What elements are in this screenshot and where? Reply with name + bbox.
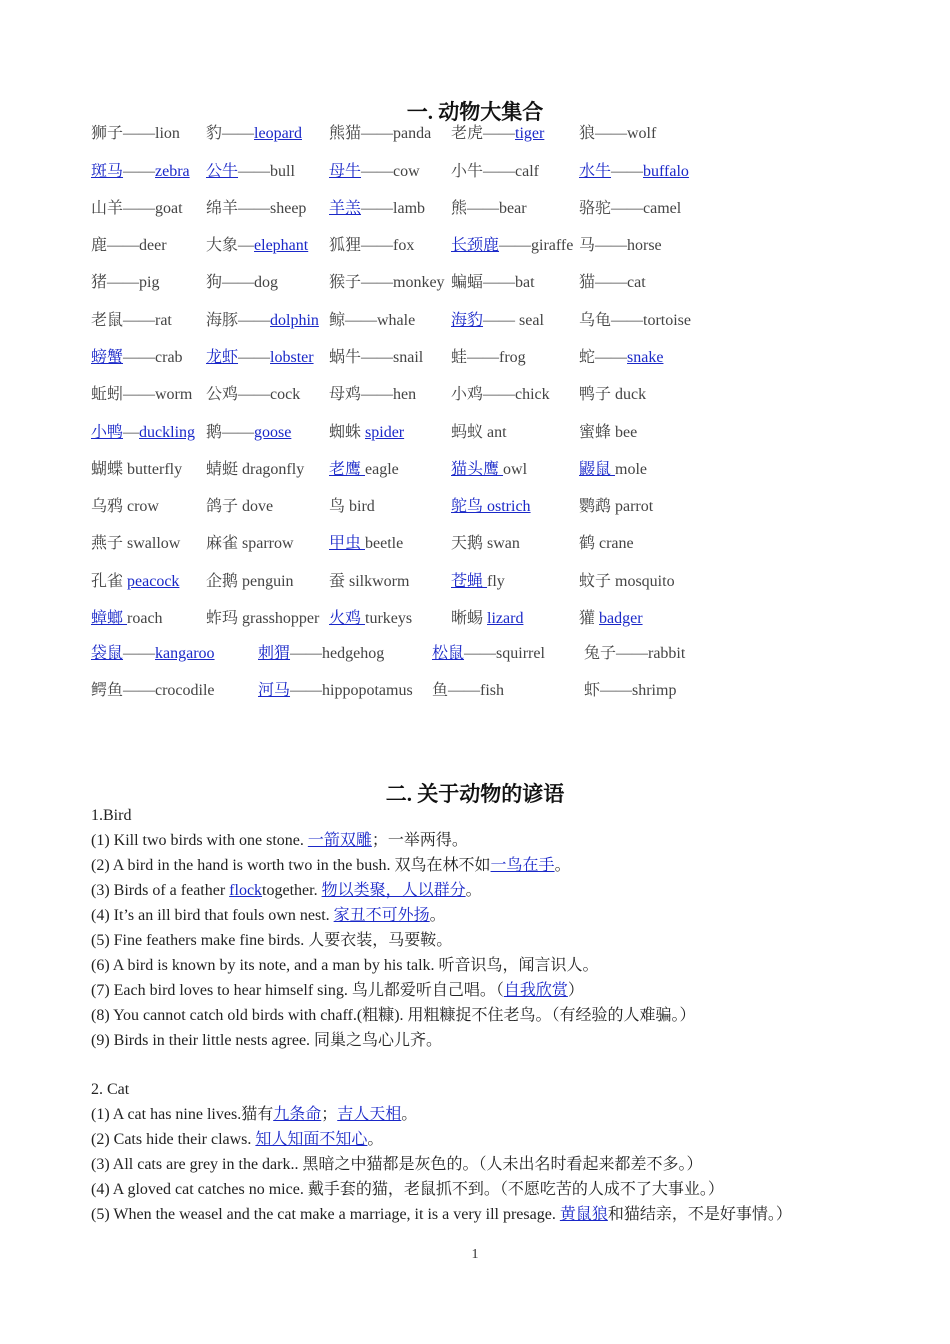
vocab-item [329, 309, 415, 333]
linked-term[interactable]: 蟑螂 [91, 610, 128, 627]
text-segment: 鹤 crane [579, 535, 634, 552]
linked-term[interactable]: 斑马 [91, 163, 124, 180]
linked-term[interactable]: flock [229, 882, 263, 899]
vocab-item [91, 532, 180, 556]
text-segment: 晰蜴 [451, 610, 488, 627]
idiom-line [91, 854, 571, 878]
text-segment: ——cow [361, 163, 420, 180]
text-segment: 蛇—— [579, 349, 628, 366]
vocab-item [329, 346, 423, 370]
text-segment: 狗——dog [206, 274, 279, 291]
idiom-line [91, 1103, 417, 1127]
text-segment: 鹅—— [206, 424, 255, 441]
linked-term[interactable]: spider [365, 424, 405, 441]
vocab-item [451, 570, 505, 594]
vocab-item [329, 495, 375, 519]
text-segment: ——squirrel [464, 645, 545, 662]
vocab-item [584, 642, 685, 666]
text-segment: 鸭子 duck [579, 386, 647, 403]
vocab-item [91, 679, 215, 703]
vocab-item [206, 607, 319, 631]
vocab-item [329, 160, 420, 184]
text-segment: roach [127, 610, 163, 627]
text-segment: 鲸——whale [329, 312, 416, 329]
linked-term[interactable]: 老鹰 [329, 461, 366, 478]
text-segment: ； [321, 1106, 338, 1123]
text-segment: —— [123, 645, 156, 662]
idiom-group-heading [91, 804, 131, 828]
linked-term[interactable]: 海豹 [451, 312, 484, 329]
text-segment: 鸽子 dove [206, 498, 274, 515]
text-segment: —— [611, 163, 644, 180]
text-segment: 蚊子 mosquito [579, 573, 675, 590]
linked-term[interactable]: 一鸟在手 [490, 857, 555, 874]
vocab-item [206, 383, 300, 407]
linked-term[interactable]: snake [627, 349, 664, 366]
text-segment: ——crab [123, 349, 183, 366]
vocab-item [206, 458, 304, 482]
text-segment: 蚱玛 grasshopper [206, 610, 320, 627]
text-segment: 老虎—— [451, 125, 516, 142]
vocab-item [91, 570, 179, 594]
text-segment: 鳄鱼——crocodile [91, 682, 215, 699]
linked-term[interactable]: elephant [254, 237, 309, 254]
text-segment: fly [487, 573, 505, 590]
text-segment: 马——horse [579, 237, 662, 254]
text-segment: (7) Each bird loves to hear himself sing. 鸟儿都爱听自己唱。（ [91, 982, 504, 999]
linked-term[interactable]: kangaroo [155, 645, 215, 662]
linked-term[interactable]: 母牛 [329, 163, 362, 180]
vocab-item [329, 607, 412, 631]
vocab-item [91, 458, 182, 482]
vocab-item [579, 532, 634, 556]
text-segment: 鱼——fish [432, 682, 505, 699]
text-segment: 虾——shrimp [584, 682, 677, 699]
text-segment: ——bull [238, 163, 295, 180]
linked-term[interactable]: 袋鼠 [91, 645, 124, 662]
linked-term[interactable]: duckling [139, 424, 196, 441]
linked-term[interactable]: badger [599, 610, 643, 627]
vocab-item [258, 679, 413, 703]
vocab-item [329, 197, 425, 221]
text-segment: together. [262, 882, 322, 899]
linked-term[interactable]: 吉人天相 [337, 1106, 402, 1123]
text-segment: 猫——cat [579, 274, 646, 291]
idiom-line [91, 1203, 792, 1227]
vocab-item [329, 532, 403, 556]
text-segment: 骆驼——camel [579, 200, 682, 217]
text-segment: 狐狸——fox [329, 237, 415, 254]
text-segment: beetle [365, 535, 404, 552]
linked-term[interactable]: 水牛 [579, 163, 612, 180]
text-segment: 2. Cat [91, 1081, 130, 1098]
vocab-item [329, 122, 431, 146]
text-segment: 兔子——rabbit [584, 645, 686, 662]
vocab-item [91, 197, 183, 221]
linked-term[interactable]: leopard [254, 125, 302, 142]
vocab-item [579, 197, 681, 221]
linked-term[interactable]: 黄鼠狼 [559, 1206, 608, 1223]
linked-term[interactable]: dolphin [270, 312, 319, 329]
text-segment: 1.Bird [91, 807, 132, 824]
text-segment: 熊——bear [451, 200, 527, 217]
linked-term[interactable]: 公牛 [206, 163, 239, 180]
text-segment: (4) A gloved cat catches no mice. 戴手套的猫，老鼠抓不到。（不愿吃苦的人成不了大事业。） [91, 1181, 724, 1198]
vocab-item [329, 458, 399, 482]
vocab-item [579, 122, 656, 146]
vocab-item [579, 346, 663, 370]
vocab-item [329, 383, 416, 407]
vocab-item [329, 570, 409, 594]
text-segment: (3) Birds of a feather [91, 882, 230, 899]
text-segment: (2) Cats hide their claws. [91, 1131, 256, 1148]
vocab-item [451, 160, 539, 184]
text-segment: ） [567, 982, 584, 999]
text-segment: 蜘蛛 [329, 424, 366, 441]
vocab-item [206, 570, 294, 594]
vocab-item [91, 383, 192, 407]
linked-term[interactable]: 猫头鹰 [451, 461, 504, 478]
vocab-item [91, 160, 190, 184]
vocab-item [206, 421, 291, 445]
linked-term[interactable]: 鸵鸟 ostrich [451, 498, 531, 515]
idiom-line [91, 1178, 724, 1202]
text-segment: 企鹅 penguin [206, 573, 294, 590]
linked-term[interactable]: 物以类聚，人以群分 [321, 882, 466, 899]
text-segment: 蝴蝶 butterfly [91, 461, 183, 478]
vocab-item [451, 495, 531, 519]
text-segment: (5) When the weasel and the cat make a marriage, it is a very ill presage. [91, 1206, 560, 1223]
text-segment: 狮子——lion [91, 125, 180, 142]
text-segment: ——giraffe [499, 237, 574, 254]
text-segment: 海豚—— [206, 312, 271, 329]
text-segment: 天鹅 swan [451, 535, 520, 552]
linked-term[interactable]: 螃蟹 [91, 349, 124, 366]
vocab-item [451, 458, 527, 482]
text-segment: eagle [365, 461, 399, 478]
page-number: 1 [471, 1247, 479, 1262]
text-segment: 獾 [579, 610, 600, 627]
text-segment: 。 [465, 882, 482, 899]
text-segment: (1) Kill two birds with one stone. [91, 832, 308, 849]
section2-title: 二. 关于动物的谚语 [385, 782, 565, 806]
vocab-item [451, 346, 526, 370]
vocab-item [579, 458, 647, 482]
idiom-line [91, 904, 446, 928]
vocab-item [432, 679, 504, 703]
text-segment: 和猫结亲，不是好事情。） [607, 1206, 792, 1223]
vocab-item [451, 197, 527, 221]
linked-term[interactable]: 长颈鹿 [451, 237, 500, 254]
idiom-line [91, 829, 468, 853]
vocab-item [206, 197, 306, 221]
linked-term[interactable]: buffalo [643, 163, 689, 180]
text-segment: 山羊——goat [91, 200, 183, 217]
vocab-item [451, 421, 507, 445]
idiom-line [91, 954, 599, 978]
vocab-item [206, 234, 308, 258]
vocab-item [91, 122, 180, 146]
text-segment: 鹿——deer [91, 237, 167, 254]
text-segment: 麻雀 sparrow [206, 535, 294, 552]
text-segment: 蜜蜂 bee [579, 424, 638, 441]
linked-term[interactable]: tiger [515, 125, 545, 142]
vocab-item [584, 679, 676, 703]
vocab-item [91, 234, 167, 258]
vocab-item [206, 309, 319, 333]
text-segment: 。 [429, 907, 446, 924]
text-segment: 猪——pig [91, 274, 160, 291]
text-segment: 绵羊——sheep [206, 200, 307, 217]
vocab-item [206, 495, 273, 519]
text-segment: ——lamb [361, 200, 426, 217]
text-segment: ——hedgehog [290, 645, 385, 662]
text-segment: ；一举两得。 [371, 832, 468, 849]
vocab-item [206, 122, 302, 146]
text-segment: 猴子——monkey [329, 274, 445, 291]
vocab-item [329, 421, 404, 445]
vocab-item [91, 309, 172, 333]
vocab-item [579, 160, 689, 184]
text-segment: (1) A cat has nine lives.猫有 [91, 1106, 274, 1123]
linked-term[interactable]: goose [254, 424, 292, 441]
linked-term[interactable]: 刺猬 [258, 645, 291, 662]
idiom-line [91, 1029, 442, 1053]
linked-term[interactable]: lizard [487, 610, 524, 627]
idiom-group-heading [91, 1078, 129, 1102]
linked-term[interactable]: 知人知面不知心 [255, 1131, 368, 1148]
linked-term[interactable]: 苍蝇 [451, 573, 488, 590]
idiom-line [91, 1128, 383, 1152]
vocab-item [579, 421, 637, 445]
text-segment: 孔雀 [91, 573, 128, 590]
text-segment: 。 [401, 1106, 418, 1123]
text-segment: 。 [367, 1131, 384, 1148]
vocab-item [451, 383, 550, 407]
text-segment: 小牛——calf [451, 163, 539, 180]
vocab-item [206, 271, 278, 295]
text-segment: 蛙——frog [451, 349, 526, 366]
text-segment: 狼——wolf [579, 125, 657, 142]
text-segment: owl [503, 461, 528, 478]
text-segment: 蚂蚁 ant [451, 424, 507, 441]
text-segment: (3) All cats are grey in the dark.. 黑暗之中猫都是灰色的。（人未出名时看起来都差不多。） [91, 1156, 703, 1173]
text-segment: 蜻蜓 dragonfly [206, 461, 305, 478]
text-segment: (2) A bird in the hand is worth two in the bush. 双鸟在林不如 [91, 857, 491, 874]
vocab-item [206, 532, 294, 556]
vocab-item [451, 607, 523, 631]
linked-term[interactable]: 羊羔 [329, 200, 362, 217]
text-segment: (8) You cannot catch old birds with chaff.(粗糠). 用粗糠捉不住老鸟。（有经验的人难骗。） [91, 1007, 696, 1024]
vocab-item [91, 607, 163, 631]
vocab-item [329, 234, 414, 258]
linked-term[interactable]: 松鼠 [432, 645, 465, 662]
linked-term[interactable]: lobster [270, 349, 314, 366]
text-segment: ——hippopotamus [290, 682, 413, 699]
text-segment: 大象— [206, 237, 255, 254]
vocab-item [91, 271, 159, 295]
vocab-item [432, 642, 545, 666]
vocab-item [451, 532, 520, 556]
text-segment: —— [238, 349, 271, 366]
linked-term[interactable]: 家丑不可外扬 [333, 907, 430, 924]
text-segment: 蚕 silkworm [329, 573, 410, 590]
text-segment: 豹—— [206, 125, 255, 142]
linked-term[interactable]: 甲虫 [329, 535, 366, 552]
text-segment: 小鸡——chick [451, 386, 550, 403]
linked-term[interactable]: peacock [127, 573, 180, 590]
idiom-line [91, 879, 482, 903]
linked-term[interactable]: 火鸡 [329, 610, 366, 627]
vocab-item [206, 160, 295, 184]
text-segment: mole [615, 461, 648, 478]
text-segment: (9) Birds in their little nests agree. 同巢之鸟心儿齐。 [91, 1032, 443, 1049]
idiom-line [91, 929, 452, 953]
text-segment: (5) Fine feathers make fine birds. 人要衣装，马要鞍。 [91, 932, 453, 949]
vocab-item [329, 271, 445, 295]
vocab-item [579, 383, 646, 407]
text-segment: 。 [554, 857, 571, 874]
vocab-item [451, 271, 535, 295]
linked-term[interactable]: 一箭双雕 [307, 832, 372, 849]
vocab-item [579, 309, 691, 333]
linked-term[interactable]: zebra [155, 163, 190, 180]
vocab-item [579, 607, 643, 631]
text-segment: (4) It’s an ill bird that fouls own nest. [91, 907, 334, 924]
text-segment: 燕子 swallow [91, 535, 181, 552]
text-segment: 蚯蚓——worm [91, 386, 193, 403]
vocab-item [451, 309, 544, 333]
linked-term[interactable]: 小鸭 [91, 424, 124, 441]
text-segment: 鹦鹉 parrot [579, 498, 654, 515]
text-segment: (6) A bird is known by its note, and a man by his talk. 听音识鸟，闻言识人。 [91, 957, 599, 974]
text-segment: 鸟 bird [329, 498, 375, 515]
vocab-item [579, 495, 653, 519]
idiom-line [91, 1004, 696, 1028]
vocab-item [258, 642, 384, 666]
text-segment: 乌龟——tortoise [579, 312, 691, 329]
vocab-item [91, 642, 215, 666]
vocab-item [91, 346, 183, 370]
vocab-item [579, 234, 662, 258]
vocab-item [451, 234, 573, 258]
linked-term[interactable]: 河马 [258, 682, 291, 699]
linked-term[interactable]: 龙虾 [206, 349, 239, 366]
text-segment: 蝙蝠——bat [451, 274, 535, 291]
linked-term[interactable]: 九条命 [273, 1106, 322, 1123]
vocab-item [579, 271, 646, 295]
text-segment: — [123, 424, 140, 441]
text-segment: 母鸡——hen [329, 386, 417, 403]
text-segment: turkeys [365, 610, 413, 627]
idiom-line [91, 1153, 702, 1177]
vocab-item [206, 346, 314, 370]
idiom-line [91, 979, 584, 1003]
vocab-item [91, 495, 159, 519]
vocab-item [91, 421, 195, 445]
text-segment: 老鼠——rat [91, 312, 172, 329]
text-segment: 熊猫——panda [329, 125, 432, 142]
linked-term[interactable]: 自我欣赏 [503, 982, 568, 999]
vocab-item [579, 570, 675, 594]
text-segment: 公鸡——cock [206, 386, 301, 403]
vocab-item [451, 122, 544, 146]
section1-title: 一. 动物大集合 [406, 100, 544, 124]
linked-term[interactable]: 鼹鼠 [579, 461, 616, 478]
text-segment: —— [123, 163, 156, 180]
text-segment: 乌鸦 crow [91, 498, 159, 515]
text-segment: 蜗牛——snail [329, 349, 424, 366]
text-segment: —— seal [483, 312, 544, 329]
